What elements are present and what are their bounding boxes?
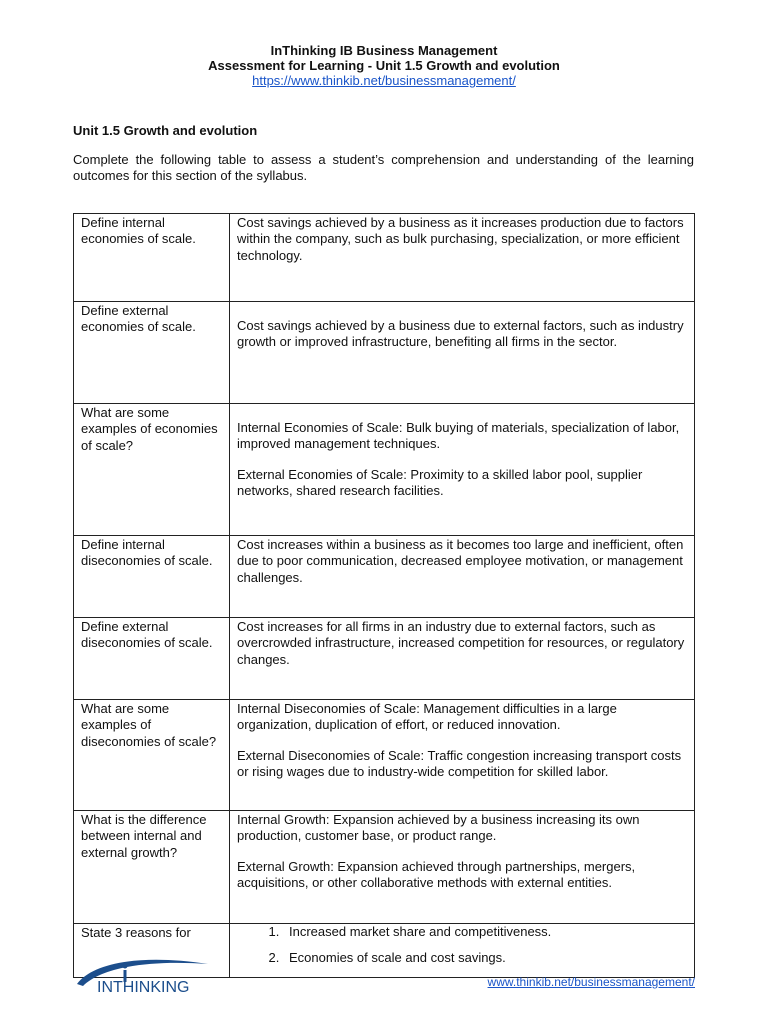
assessment-table [73,213,695,978]
answer-text: Internal Diseconomies of Scale: Management difficulties in a large organization, duplication of effort, or reduced innovation. [237,701,617,733]
answer-text: External Growth: Expansion achieved through partnerships, mergers, acquisitions, or other collaborative methods with external entities. [237,858,636,890]
footer-link[interactable]: www.thinkib.net/businessmanagement/ [487,975,695,989]
logo-text: INTHINKING [97,979,190,996]
header-link[interactable]: https://www.thinkib.net/businessmanagement/ [252,73,516,88]
table-row [74,700,695,811]
question-cell [74,302,230,404]
answer-cell [230,811,695,924]
question-text: Define internal diseconomies of scale. [81,537,213,569]
answer-text: Internal Economies of Scale: Bulk buying of materials, specialization of labor, improved management techniques. [237,420,680,452]
header-subtitle: Assessment for Learning - Unit 1.5 Growth and evolution [208,58,560,73]
question-text: What is the difference between internal and external growth? [81,812,207,860]
section-title: Unit 1.5 Growth and evolution [73,123,258,138]
question-cell [74,536,230,618]
question-text: Define internal economies of scale. [81,215,196,247]
answer-text: External Diseconomies of Scale: Traffic congestion increasing transport costs or rising wages due to industry-wide competition for skilled labor. [237,747,682,779]
document-header [0,43,768,88]
answer-text: Cost savings achieved by a business as it increases production due to factors within the company, such as bulk purchasing, specialization, or more efficient technology. [237,215,684,263]
table-row [74,214,695,302]
answer-text: Internal Growth: Expansion achieved by a business increasing its own production, customer base, or product range. [237,812,640,844]
answer-cell [230,302,695,404]
answer-text: Cost increases for all firms in an industry due to external factors, such as overcrowded infrastructure, increased competition for resources, or regulatory changes. [237,619,685,667]
question-cell [74,214,230,302]
answer-cell [230,700,695,811]
question-cell [74,811,230,924]
question-text: Define external diseconomies of scale. [81,619,213,651]
inthinking-swoosh-icon [73,956,213,996]
reasons-list [230,924,694,967]
table-row [74,536,695,618]
answer-cell [230,618,695,700]
question-text: Define external economies of scale. [81,303,196,335]
answer-cell [230,404,695,536]
intro-paragraph: Complete the following table to assess a student’s comprehension and understanding of the learning outcomes for this section of the syllabus. [73,152,694,183]
table-row [74,618,695,700]
answer-cell [230,536,695,618]
answer-text: External Economies of Scale: Proximity to a skilled labor pool, supplier networks, shared research facilities. [237,466,643,498]
answer-cell [230,214,695,302]
table-row [74,811,695,924]
question-text: What are some examples of economies of scale? [81,405,218,453]
question-cell [74,404,230,536]
list-item: 2. Economies of scale and cost savings. [283,950,694,966]
table-row [74,302,695,404]
question-text: State 3 reasons for [81,925,191,940]
answer-text: Cost savings achieved by a business due to external factors, such as industry growth or improved infrastructure, benefiting all firms in the sector. [237,318,684,350]
answer-cell [230,924,695,978]
question-cell [74,700,230,811]
answer-text: Cost increases within a business as it becomes too large and inefficient, often due to poor communication, decreased employee motivation, or management challenges. [237,537,684,585]
table-row [74,404,695,536]
list-item: 1. Increased market share and competitiveness. [283,924,694,940]
header-title: InThinking IB Business Management [270,43,498,58]
question-text: What are some examples of diseconomies of scale? [81,701,217,749]
question-cell [74,618,230,700]
inthinking-logo [73,956,213,996]
